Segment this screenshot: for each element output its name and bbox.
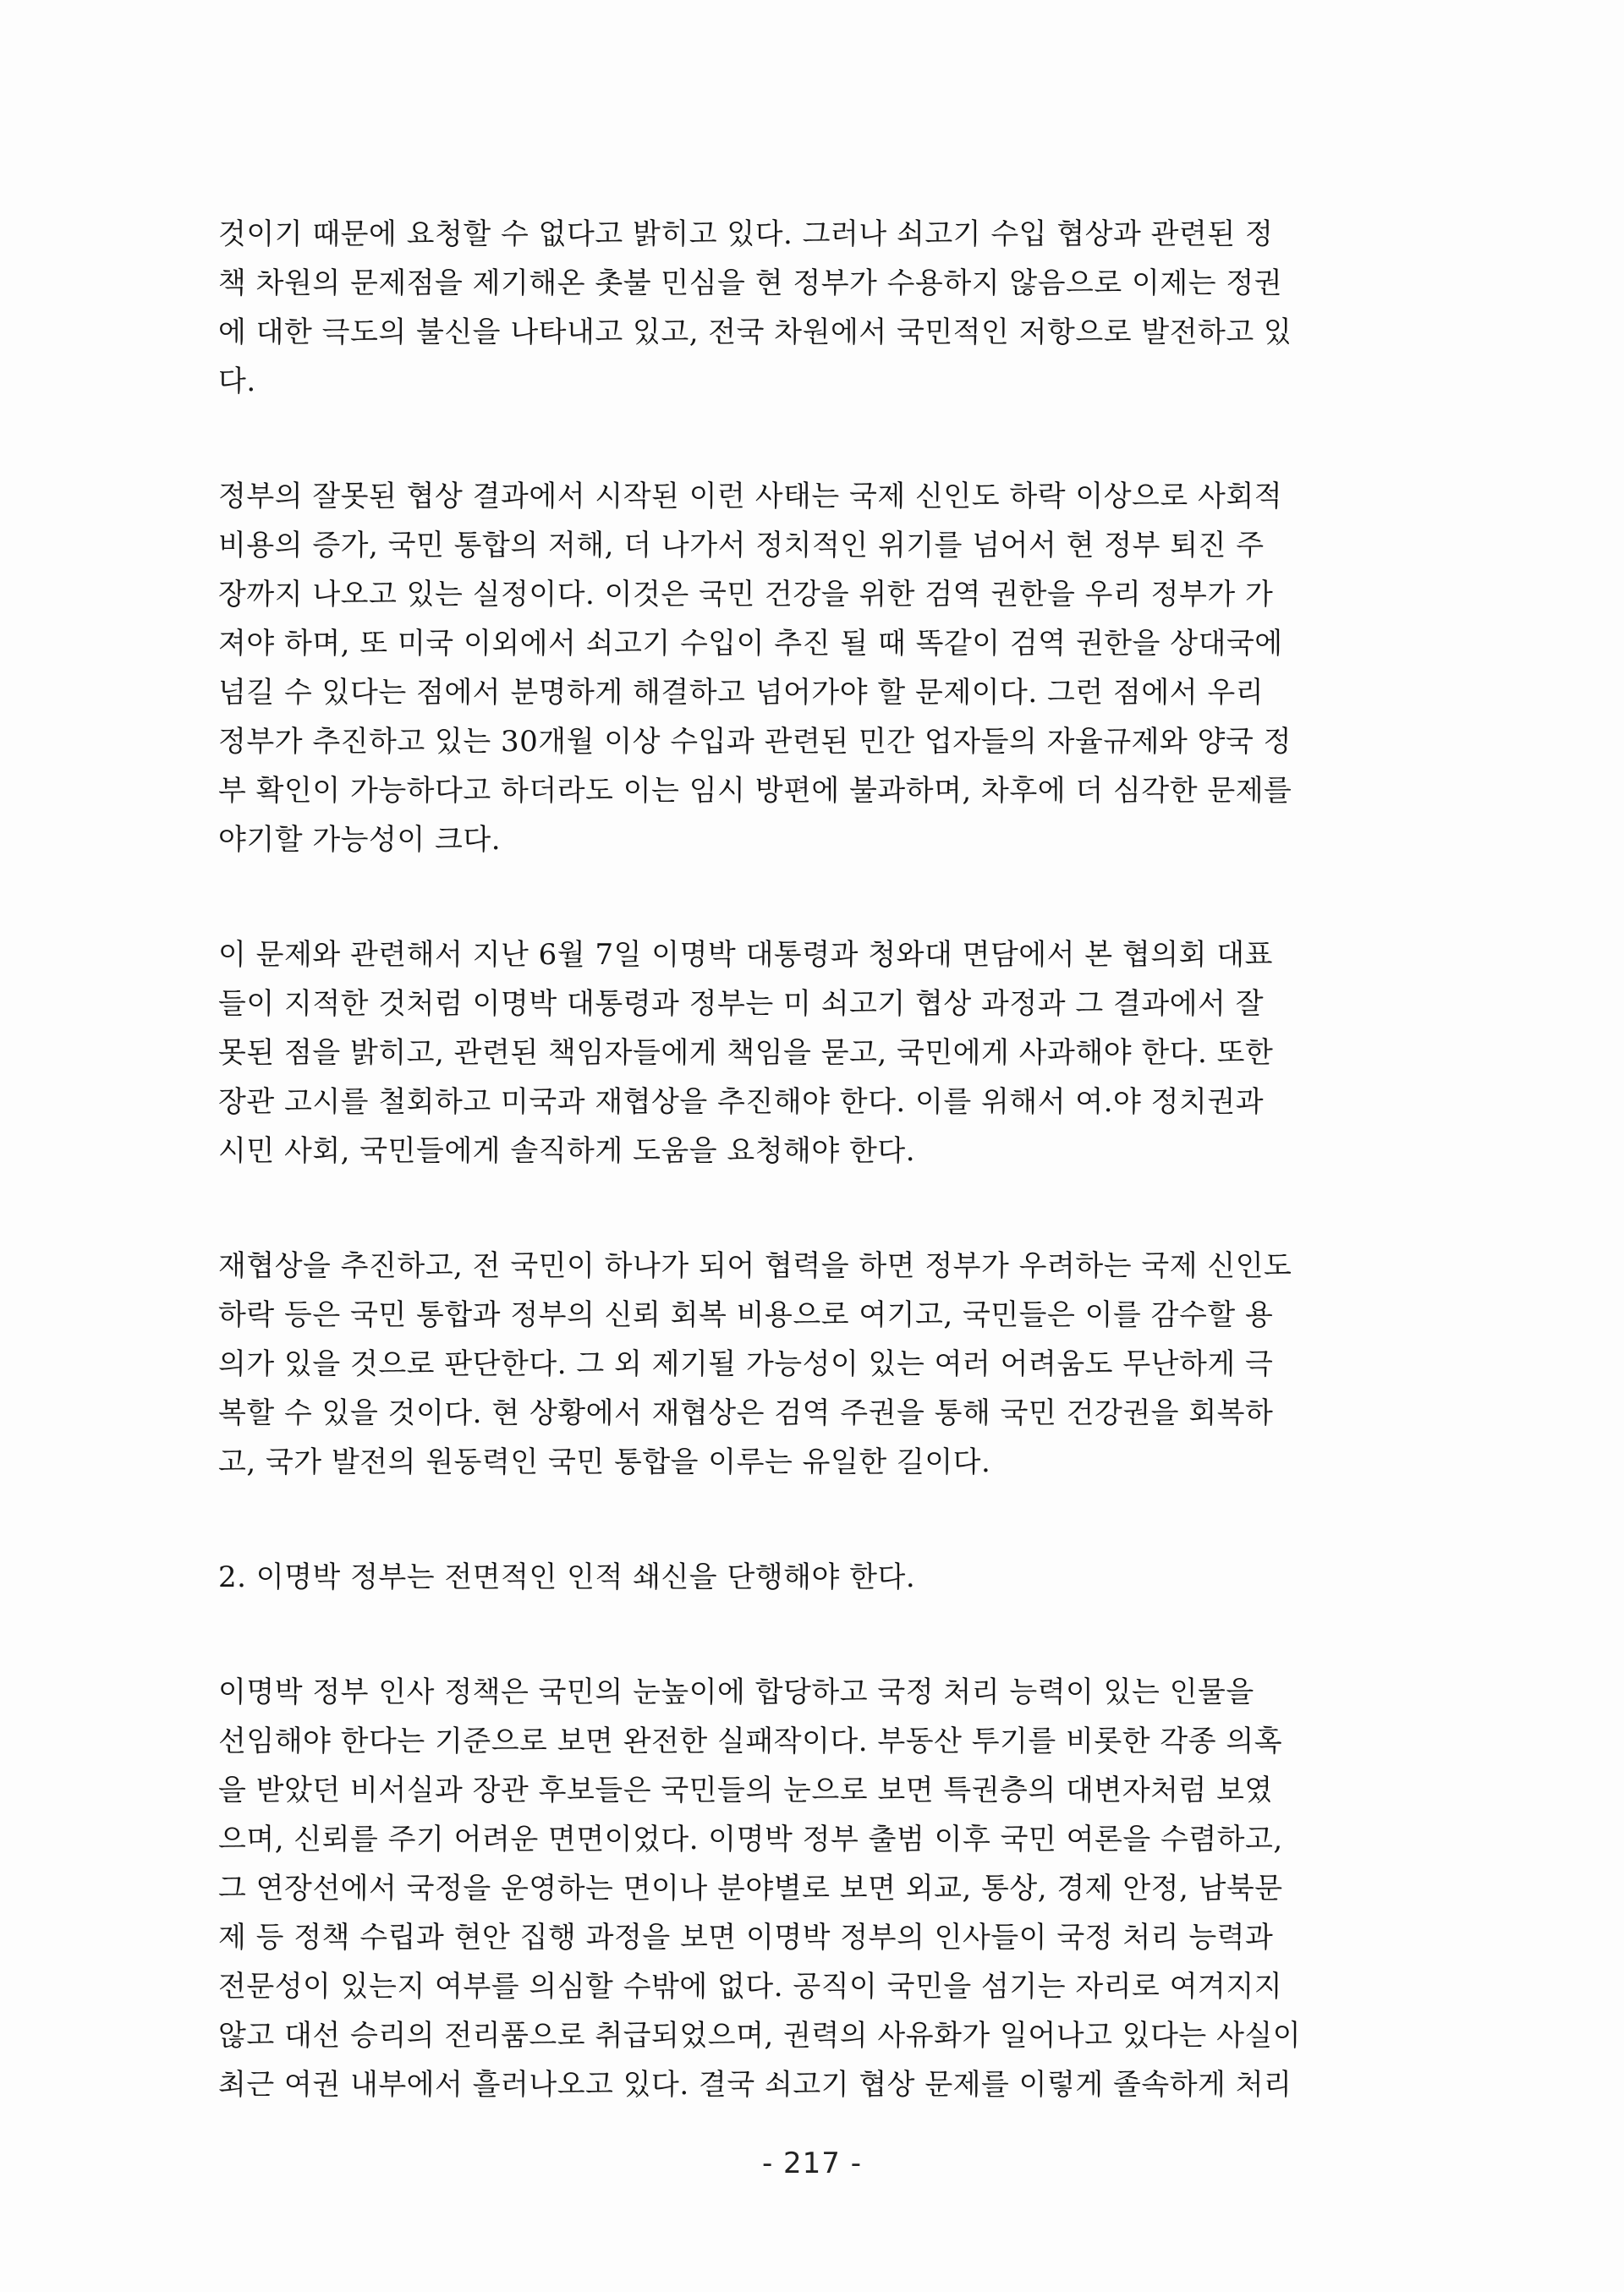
paragraph-gap xyxy=(218,864,1384,930)
text-line: 책 차원의 문제점을 제기해온 촛불 민심을 현 정부가 수용하지 않음으로 이제는 정권 xyxy=(218,266,1283,300)
text-line: 장관 고시를 철회하고 미국과 재협상을 추진해야 한다. 이를 위해서 여.야 정치권과 xyxy=(218,1085,1265,1119)
section-heading-text: 2. 이명박 정부는 전면적인 인적 쇄신을 단행해야 한다. xyxy=(218,1560,916,1594)
text-line: 선임해야 한다는 기준으로 보면 완전한 실패작이다. 부동산 투기를 비롯한 각종 의혹 xyxy=(218,1724,1283,1758)
text-line: 못된 점을 밝히고, 관련된 책임자들에게 책임을 묻고, 국민에게 사과해야 한다. 또한 xyxy=(218,1036,1274,1070)
text-line: 으며, 신뢰를 주기 어려운 면면이었다. 이명박 정부 출범 이후 국민 여론을 수렴하고, xyxy=(218,1823,1283,1856)
paragraph-4 xyxy=(218,1242,1384,1487)
text-line: 복할 수 있을 것이다. 현 상황에서 재협상은 검역 주권을 통해 국민 건강권을 회복하 xyxy=(218,1396,1274,1430)
paragraph-gap xyxy=(218,1487,1384,1553)
text-line: 않고 대선 승리의 전리품으로 취급되었으며, 권력의 사유화가 일어나고 있다는 사실이 xyxy=(218,2019,1302,2053)
paragraph-gap xyxy=(218,1176,1384,1242)
text-line: 재협상을 추진하고, 전 국민이 하나가 되어 협력을 하면 정부가 우려하는 국제 신인도 xyxy=(218,1249,1292,1283)
text-line: 비용의 증가, 국민 통합의 저해, 더 나가서 정치적인 위기를 넘어서 현 정부 퇴진 주 xyxy=(218,529,1265,562)
paragraph-gap xyxy=(218,1602,1384,1668)
paragraph-3 xyxy=(218,930,1384,1176)
text-line: 전문성이 있는지 여부를 의심할 수밖에 없다. 공직이 국민을 섬기는 자리로 여겨지지 xyxy=(218,1970,1283,2004)
text-line: 에 대한 극도의 불신을 나타내고 있고, 전국 차원에서 국민적인 저항으로 발전하고 있 xyxy=(218,315,1292,349)
text-line: 정부의 잘못된 협상 결과에서 시작된 이런 사태는 국제 신인도 하락 이상으로 사회적 xyxy=(218,480,1283,513)
text-line: 을 받았던 비서실과 장관 후보들은 국민들의 눈으로 보면 특권층의 대변자처럼 보였 xyxy=(218,1774,1273,1807)
text-line: 넘길 수 있다는 점에서 분명하게 해결하고 넘어가야 할 문제이다. 그런 점에서 우리 xyxy=(218,676,1265,710)
section-heading xyxy=(218,1553,1384,1602)
paragraph-2 xyxy=(218,472,1384,864)
text-line: 정부가 추진하고 있는 30개월 이상 수입과 관련된 민간 업자들의 자율규제와 양국 정 xyxy=(218,725,1292,759)
paragraph-5 xyxy=(218,1668,1384,2109)
text-line: 이명박 정부 인사 정책은 국민의 눈높이에 합당하고 국정 처리 능력이 있는 인물을 xyxy=(218,1675,1254,1709)
text-line: 부 확인이 가능하다고 하더라도 이는 임시 방편에 불과하며, 차후에 더 심각한 문제를 xyxy=(218,774,1292,808)
text-line: 최근 여권 내부에서 흘러나오고 있다. 결국 쇠고기 협상 문제를 이렇게 졸속하게 처리 xyxy=(218,2068,1292,2102)
text-line: 고, 국가 발전의 원동력인 국민 통합을 이루는 유일한 길이다. xyxy=(218,1445,991,1479)
text-line: 들이 지적한 것처럼 이명박 대통령과 정부는 미 쇠고기 협상 과정과 그 결과에서 잘 xyxy=(218,987,1265,1021)
text-line: 하락 등은 국민 통합과 정부의 신뢰 회복 비용으로 여기고, 국민들은 이를 감수할 용 xyxy=(218,1298,1274,1332)
text-line: 장까지 나오고 있는 실정이다. 이것은 국민 건강을 위한 검역 권한을 우리 정부가 가 xyxy=(218,578,1274,611)
paragraph-1 xyxy=(218,210,1384,406)
text-line: 져야 하며, 또 미국 이외에서 쇠고기 수입이 추진 될 때 똑같이 검역 권한을 상대국에 xyxy=(218,627,1283,661)
text-line: 것이기 때문에 요청할 수 없다고 밝히고 있다. 그러나 쇠고기 수입 협상과 관련된 정 xyxy=(218,217,1274,251)
text-line: 그 연장선에서 국정을 운영하는 면이나 분야별로 보면 외교, 통상, 경제 안정, 남북문 xyxy=(218,1872,1283,1905)
document-body xyxy=(218,210,1384,2109)
text-line: 의가 있을 것으로 판단한다. 그 외 제기될 가능성이 있는 여러 어려움도 무난하게 극 xyxy=(218,1347,1274,1381)
text-line: 다. xyxy=(218,365,256,398)
page-number: - 217 - xyxy=(761,2147,863,2180)
paragraph-gap xyxy=(218,406,1384,472)
text-line: 제 등 정책 수립과 현안 집행 과정을 보면 이명박 정부의 인사들이 국정 처리 능력과 xyxy=(218,1921,1274,1955)
text-line: 야기할 가능성이 크다. xyxy=(218,823,502,857)
text-line: 이 문제와 관련해서 지난 6월 7일 이명박 대통령과 청와대 면담에서 본 협의회 대표 xyxy=(218,938,1273,972)
text-line: 시민 사회, 국민들에게 솔직하게 도움을 요청해야 한다. xyxy=(218,1134,916,1168)
